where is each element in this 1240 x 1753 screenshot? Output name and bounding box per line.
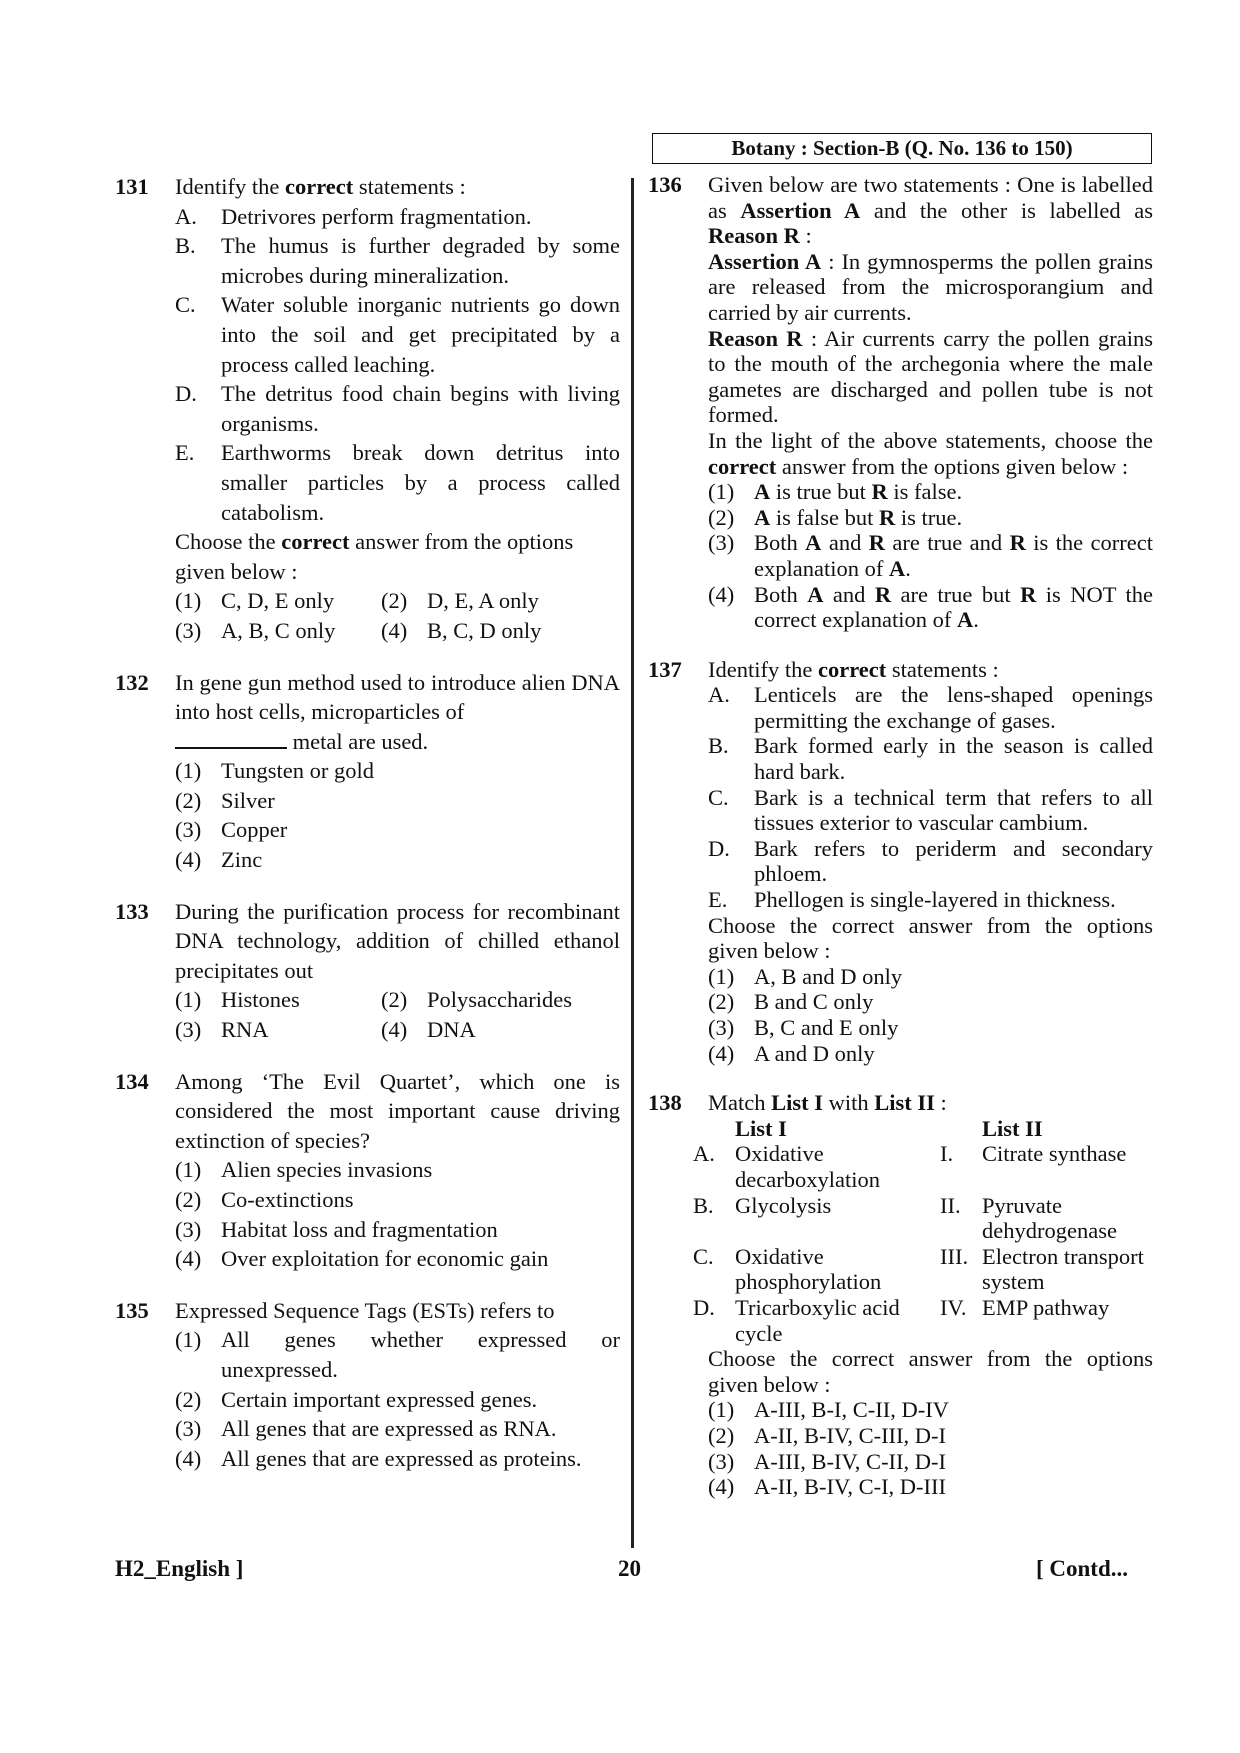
question-prompt: Expressed Sequence Tags (ESTs) refers to	[175, 1297, 555, 1323]
option-4[interactable]: (4) A-II, B-IV, C-I, D-III	[708, 1474, 947, 1500]
match-col-label: IV.	[940, 1294, 967, 1320]
match-col-label: II.	[940, 1192, 961, 1218]
question-number: 134	[115, 1068, 149, 1094]
question-number: 131	[115, 174, 149, 199]
match-row-text: Oxidative decarboxylation	[735, 1141, 880, 1192]
option-2[interactable]: (2) Certain important expressed genes.	[175, 1386, 538, 1412]
options-row	[175, 985, 620, 1015]
statement-item: C. Water soluble inorganic nutrients go down into the soil and get precipitated by a process called leaching.	[175, 292, 620, 377]
option-2[interactable]: (2) A is false but R is true.	[708, 504, 963, 530]
question-prompt-blank: metal are used.	[175, 727, 620, 757]
match-row-label: A.	[693, 1141, 715, 1167]
match-col-text: Electron transport system	[982, 1243, 1144, 1295]
question-prompt: In gene gun method used to introduce alien DNA into host cells, microparticles of	[175, 669, 620, 725]
fill-blank	[175, 727, 287, 749]
statement-item: A. Lenticels are the lens-shaped openings permitting the exchange of gases.	[708, 682, 1153, 733]
option-4[interactable]: (4) Both A and R are true but R is NOT the correct explanation of A.	[708, 581, 1153, 633]
footer-page-number: 20	[618, 1556, 641, 1581]
question-number: 133	[115, 898, 149, 924]
question-number: 138	[648, 1090, 682, 1116]
question-prompt: During the purification process for recombinant DNA technology, addition of chilled ethanol precipitates out	[175, 898, 620, 983]
option-3[interactable]: (3) Habitat loss and fragmentation	[175, 1216, 498, 1242]
match-row-label: C.	[693, 1243, 714, 1269]
question-number: 137	[648, 656, 682, 682]
option-1[interactable]: (1) Alien species invasions	[175, 1157, 433, 1183]
question-133	[115, 897, 620, 1045]
question-intro: Given below are two statements : One is labelled as Assertion A and the other is labelled as Reason R :	[708, 172, 1154, 249]
option-4[interactable]: (4) All genes that are expressed as proteins.	[175, 1445, 582, 1471]
question-132	[115, 668, 620, 875]
option-1[interactable]: (1) A is true but R is false.	[708, 479, 963, 505]
question-131	[115, 172, 620, 646]
question-137	[648, 657, 1153, 1067]
match-table	[693, 1116, 1153, 1346]
statement-item: C. Bark is a technical term that refers to all tissues exterior to vascular cambium.	[708, 784, 1153, 836]
statement-item: E. Earthworms break down detritus into smaller particles by a process called catabolism.	[175, 440, 620, 525]
question-number: 136	[648, 172, 682, 197]
question-135	[115, 1296, 620, 1474]
match-col-text: EMP pathway	[982, 1294, 1110, 1320]
choose-instruction: Choose the correct answer from the options given below :	[708, 1346, 1153, 1397]
option-1[interactable]: (1) Histones	[175, 987, 300, 1013]
match-col-text: Pyruvate dehydrogenase	[982, 1192, 1117, 1244]
question-prompt: Identify the correct statements :	[708, 656, 999, 682]
match-row-text: Glycolysis	[735, 1192, 832, 1218]
footer-contd: [ Contd...	[1036, 1556, 1129, 1581]
option-1[interactable]: (1) All genes whether expressed or unexpressed.	[175, 1327, 620, 1382]
statement-item: A. Detrivores perform fragmentation.	[175, 203, 532, 229]
option-4[interactable]: (4) Over exploitation for economic gain	[175, 1246, 549, 1272]
question-136	[648, 172, 1153, 633]
options-row	[175, 586, 620, 616]
options-row	[175, 1015, 620, 1045]
option-2[interactable]: (2) B and C only	[708, 989, 874, 1015]
option-1[interactable]: (1) Tungsten or gold	[175, 758, 374, 784]
option-4[interactable]: (4) DNA	[381, 1017, 476, 1043]
option-1[interactable]: (1) A, B and D only	[708, 963, 903, 989]
option-2[interactable]: (2) Silver	[175, 787, 275, 813]
list-ii-header: List II	[982, 1115, 1043, 1141]
statement-item: B. The humus is further degraded by some microbes during mineralization.	[175, 233, 620, 288]
option-1[interactable]: (1) A-III, B-I, C-II, D-IV	[708, 1397, 949, 1423]
match-row-text: Oxidative phosphorylation	[735, 1243, 882, 1295]
option-2[interactable]: (2) D, E, A only	[381, 588, 539, 614]
option-4[interactable]: (4) B, C, D only	[381, 617, 542, 643]
list-i-header: List I	[735, 1115, 787, 1141]
option-3[interactable]: (3) A-III, B-IV, C-II, D-I	[708, 1448, 947, 1474]
question-138	[648, 1090, 1153, 1116]
question-number: 135	[115, 1297, 149, 1323]
statement-item: B. Bark formed early in the season is called hard bark.	[708, 733, 1153, 785]
option-3[interactable]: (3) B, C and E only	[708, 1015, 899, 1040]
match-row-text: Tricarboxylic acid cycle	[735, 1294, 900, 1346]
option-3[interactable]: (3) A, B, C only	[175, 617, 336, 643]
question-134	[115, 1067, 620, 1274]
choose-instruction: In the light of the above statements, choose the correct answer from the options given below :	[708, 427, 1153, 479]
match-col-label: III.	[940, 1243, 969, 1269]
statement-item: D. Bark refers to periderm and secondary phloem.	[708, 835, 1153, 887]
question-prompt: Match List I with List II :	[708, 1090, 947, 1116]
question-number: 132	[115, 669, 149, 695]
match-row-label: B.	[693, 1192, 714, 1218]
option-2[interactable]: (2) Polysaccharides	[381, 987, 572, 1013]
reason: Reason R : Air currents carry the pollen grains to the mouth of the archegonia where the male gametes are discharged and pollen tube is not formed.	[708, 325, 1153, 428]
match-col-text: Citrate synthase	[982, 1141, 1127, 1167]
options-row	[175, 616, 620, 646]
match-row-label: D.	[693, 1294, 715, 1320]
column-divider	[631, 178, 634, 1548]
option-1[interactable]: (1) C, D, E only	[175, 588, 335, 614]
left-column	[115, 172, 620, 1473]
question-prompt: Identify the correct statements :	[175, 174, 466, 199]
option-4[interactable]: (4) Zinc	[175, 847, 263, 873]
option-2[interactable]: (2) A-II, B-IV, C-III, D-I	[708, 1422, 947, 1448]
option-3[interactable]: (3) RNA	[175, 1017, 269, 1043]
choose-instruction: Choose the correct answer from the options given below :	[708, 912, 1153, 964]
option-3[interactable]: (3) Both A and R are true and R is the correct explanation of A.	[708, 530, 1153, 581]
option-3[interactable]: (3) All genes that are expressed as RNA.	[175, 1416, 557, 1442]
statement-item: D. The detritus food chain begins with living organisms.	[175, 381, 620, 436]
assertion: Assertion A : In gymnosperms the pollen grains are released from the microsporangium and carried by air currents.	[708, 248, 1154, 325]
question-prompt: Among ‘The Evil Quartet’, which one is considered the most important cause driving extinction of species?	[175, 1068, 620, 1153]
option-4[interactable]: (4) A and D only	[708, 1040, 875, 1066]
statement-item: E. Phellogen is single-layered in thickness.	[708, 887, 1116, 913]
section-header: Botany : Section-B (Q. No. 136 to 150)	[652, 133, 1152, 164]
right-column	[648, 172, 1153, 1500]
choose-instruction: Choose the correct answer from the options given below :	[175, 529, 574, 584]
footer-paper-code: H2_English ]	[115, 1556, 244, 1581]
match-col-label: I.	[940, 1141, 954, 1167]
question-138-choices	[648, 1346, 1153, 1500]
option-3[interactable]: (3) Copper	[175, 817, 288, 843]
option-2[interactable]: (2) Co-extinctions	[175, 1187, 354, 1212]
